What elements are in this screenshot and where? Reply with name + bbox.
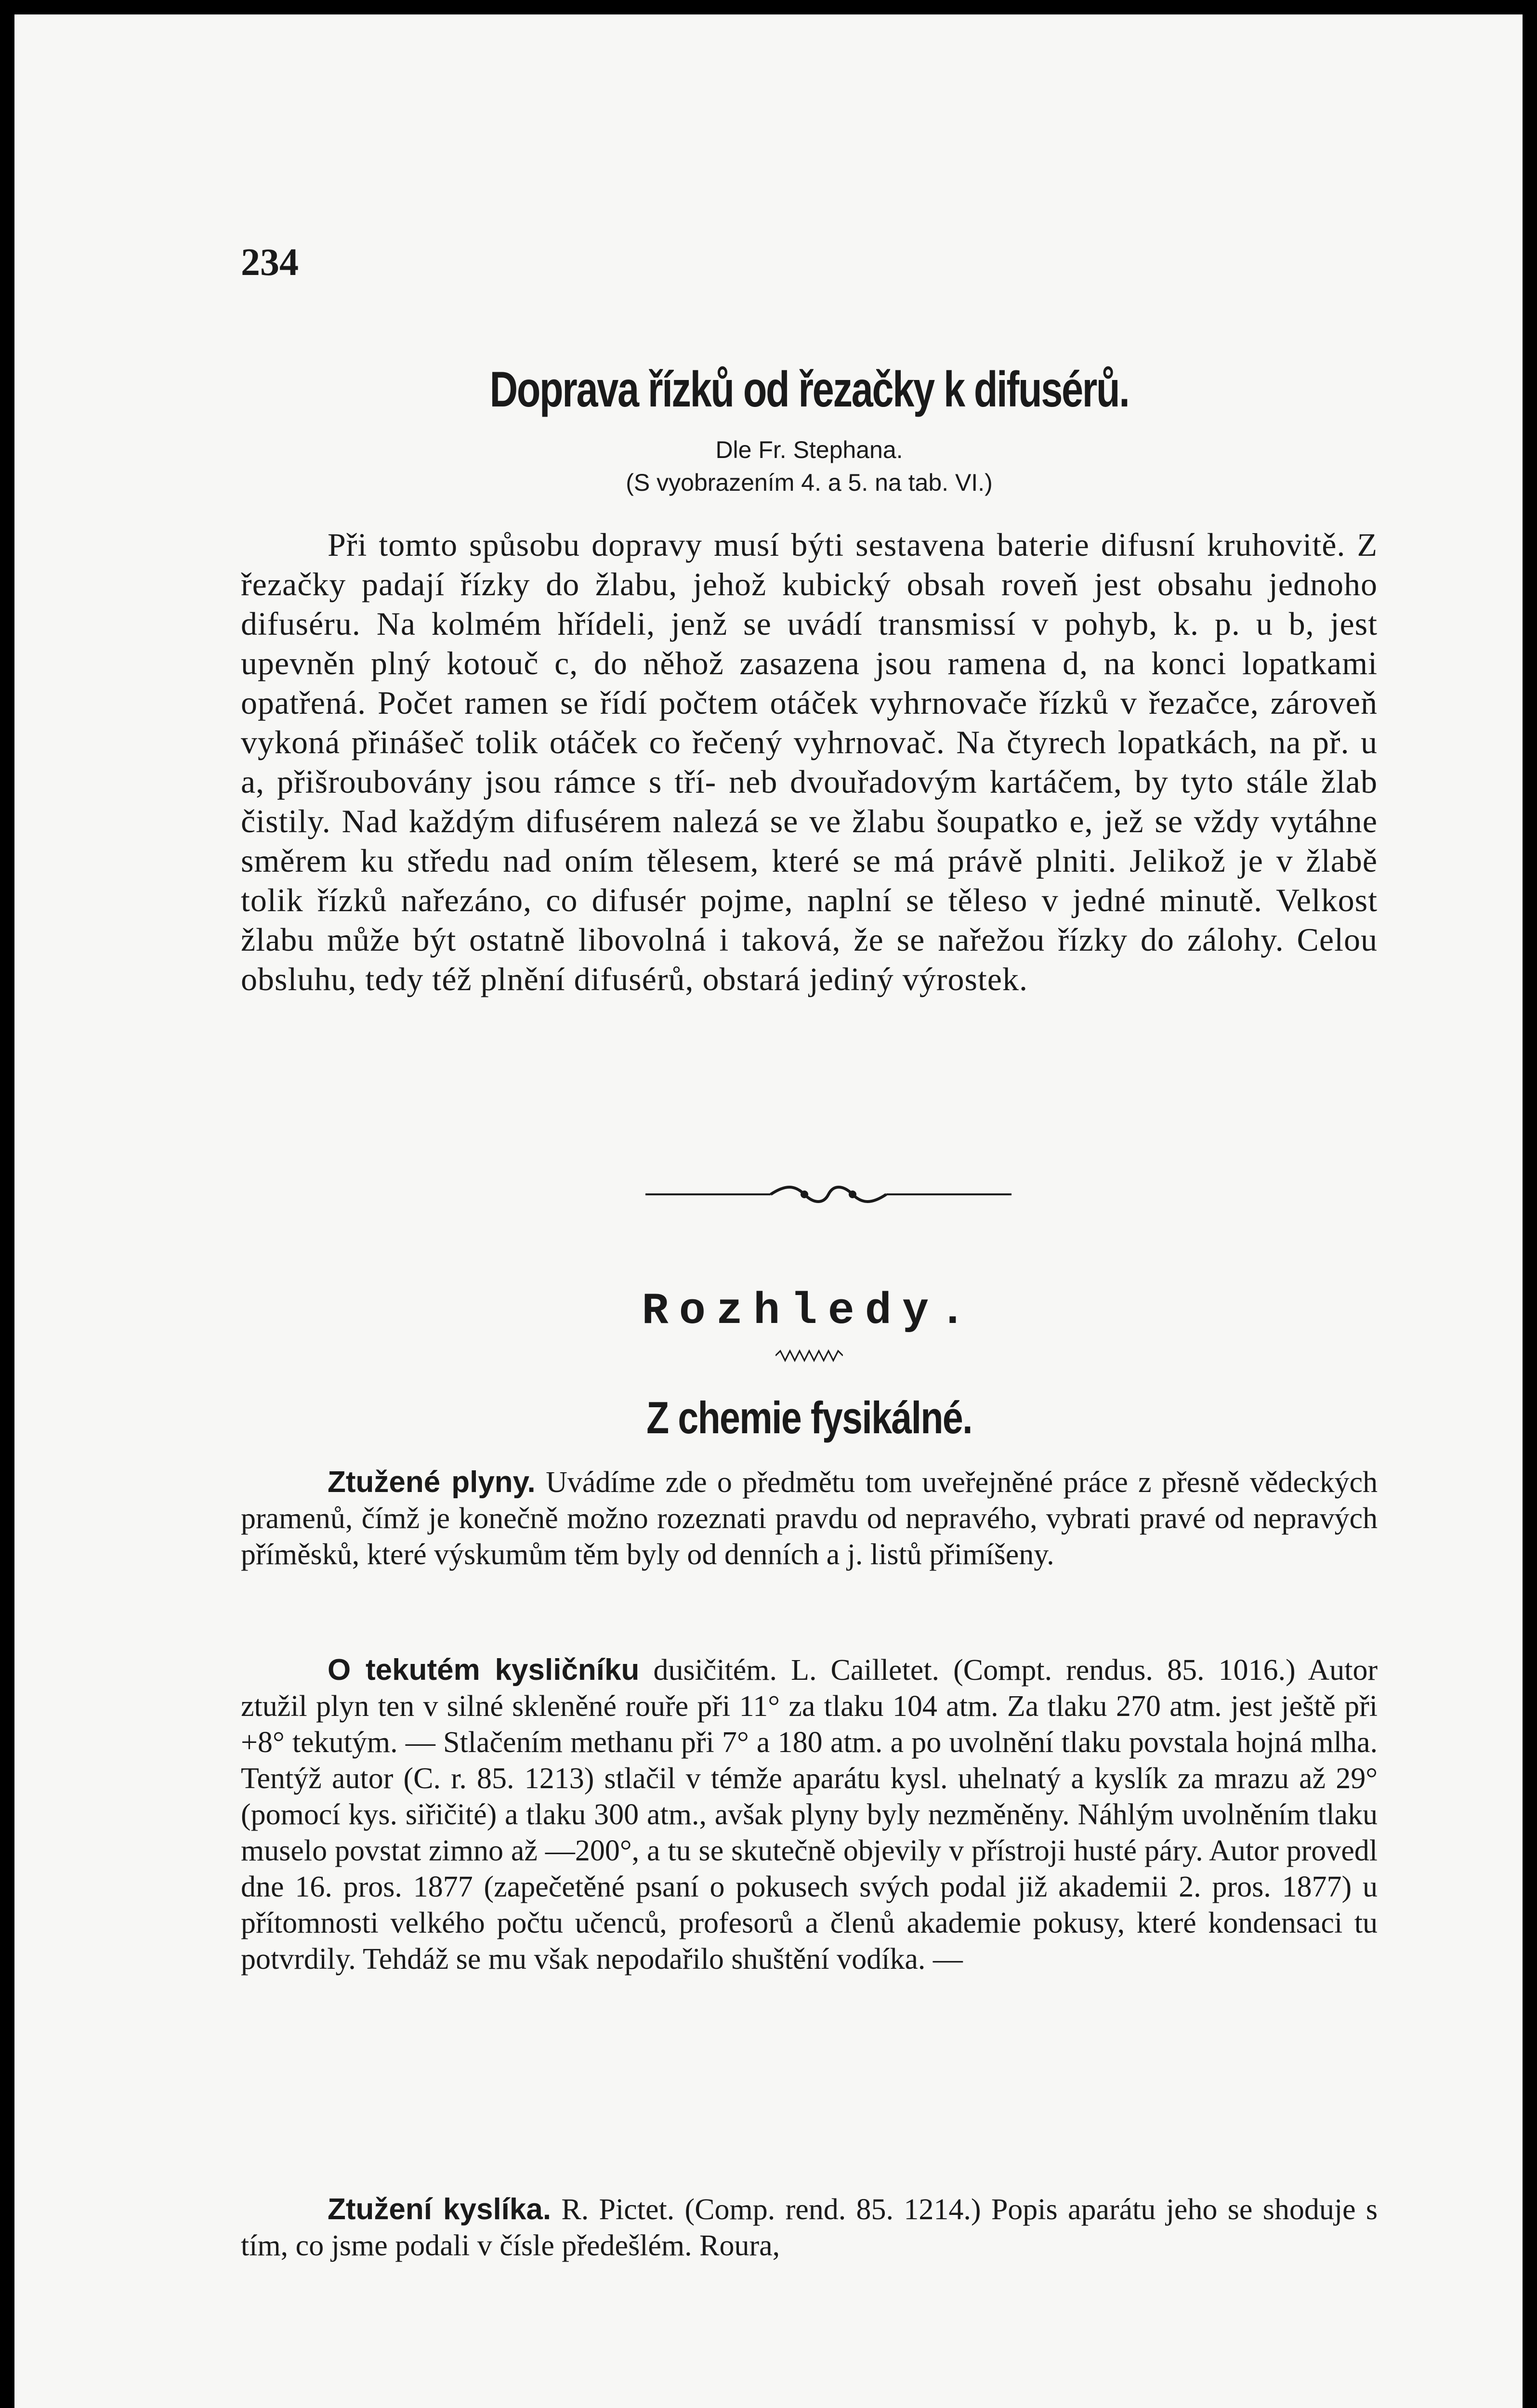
ornament-divider xyxy=(645,1180,1012,1209)
article-byline xyxy=(241,433,1378,499)
article-body: Při tomto spůsobu dopravy musí býti sestavena baterie difusní kruhovitě. Z řezačky padají řízky do žlabu, jehož kubický obsah roveň jest obsahu jednoho difuséru. Na kolmém hřídeli, jenž se uvádí transmissí v pohyb, k. p. u b, jest upevněn plný kotouč c, do něhož zasazena jsou ramena d, na konci lopatkami opatřená. Počet ramen se řídí počtem otáček vyhrnovače řízků v řezačce, zároveň vykoná přinášeč tolik otáček co řečený vyhrnovač. Na čtyrech lopatkách, na př. u a, přišroubovány jsou rámce s tří- neb dvouřadovým kartáčem, by tyto stále žlab čistily. Nad každým difusérem nalezá se ve žlabu šoupatko e, jež se vždy vytáhne směrem ku středu nad oním tělesem, které se má právě plniti. Jelikož je v žlabě tolik řízků nařezáno, co difusér pojme, naplní se těleso v jedné minutě. Velkost žlabu může být ostatně libovolná i taková, že se nařežou řízky do zálohy. Celou obsluhu, tedy též plnění difusérů, obstará jediný výrostek. xyxy=(241,526,1378,997)
byline-note: (S vyobrazením 4. a 5. na tab. VI.) xyxy=(626,469,993,496)
section-title: Rozhledy. xyxy=(642,1286,977,1336)
article-title: Doprava řízků od řezačky k difusérů. xyxy=(489,362,1129,418)
entry-paragraph xyxy=(241,2191,1378,2264)
section-subtitle: Z chemie fysikálné. xyxy=(646,1392,972,1443)
entry-lead: Ztužení kyslíka. xyxy=(328,2193,552,2226)
entry-text: dusičitém. L. Cailletet. (Compt. rendus. 85. 1016.) Autor ztužil plyn ten v silné skleněné rouře při 11° za tlaku 104 atm. Za tlaku 270 atm. jest ještě při +8° tekutým. — Stlačením methanu při 7° a 180 atm. a po uvolnění tlaku povstala hojná mlha. Tentýž autor (C. r. 85. 1213) stlačil v témže aparátu kysl. uhelnatý a kyslík za mrazu až 29° (pomocí kys. siřičité) a tlaku 300 atm., avšak plyny byly nezměněny. Náhlým uvolněním tlaku muselo povstat zimno až —200°, a tu se skutečně objevily v přístroji husté páry. Autor provedl dne 16. pros. 1877 (zapečetěné psaní o pokusech svých podal již akademii 2. pros. 1877) u přítomnosti velkého počtu učenců, profesorů a členů akademie pokusy, které kondensaci tu potvrdily. Tehdáž se mu však nepodařilo shuštění vodíka. — xyxy=(241,1654,1378,1976)
page xyxy=(14,14,1523,2408)
entry-text: R. Pictet. (Comp. rend. 85. 1214.) Popis aparátu jeho se shoduje s tím, co jsme podali v čísle předešlém. Roura, xyxy=(241,2193,1378,2262)
squiggle-ornament xyxy=(775,1348,843,1363)
byline-author: Dle Fr. Stephana. xyxy=(715,436,903,463)
entry-lead: O tekutém kysličníku xyxy=(328,1653,640,1687)
entry-paragraph xyxy=(241,1464,1378,1573)
page-number: 234 xyxy=(241,241,299,284)
entry-lead: Ztužené plyny. xyxy=(328,1466,536,1499)
entry-paragraph xyxy=(241,1652,1378,1977)
entry-text: Uvádíme zde o předmětu tom uveřejněné práce z přesně vědeckých pramenů, čímž je konečně možno rozeznati pravdu od nepravého, vybrati pravé od nepravých příměsků, které výskumům těm byly od denních a j. listů přimíšeny. xyxy=(241,1466,1378,1571)
